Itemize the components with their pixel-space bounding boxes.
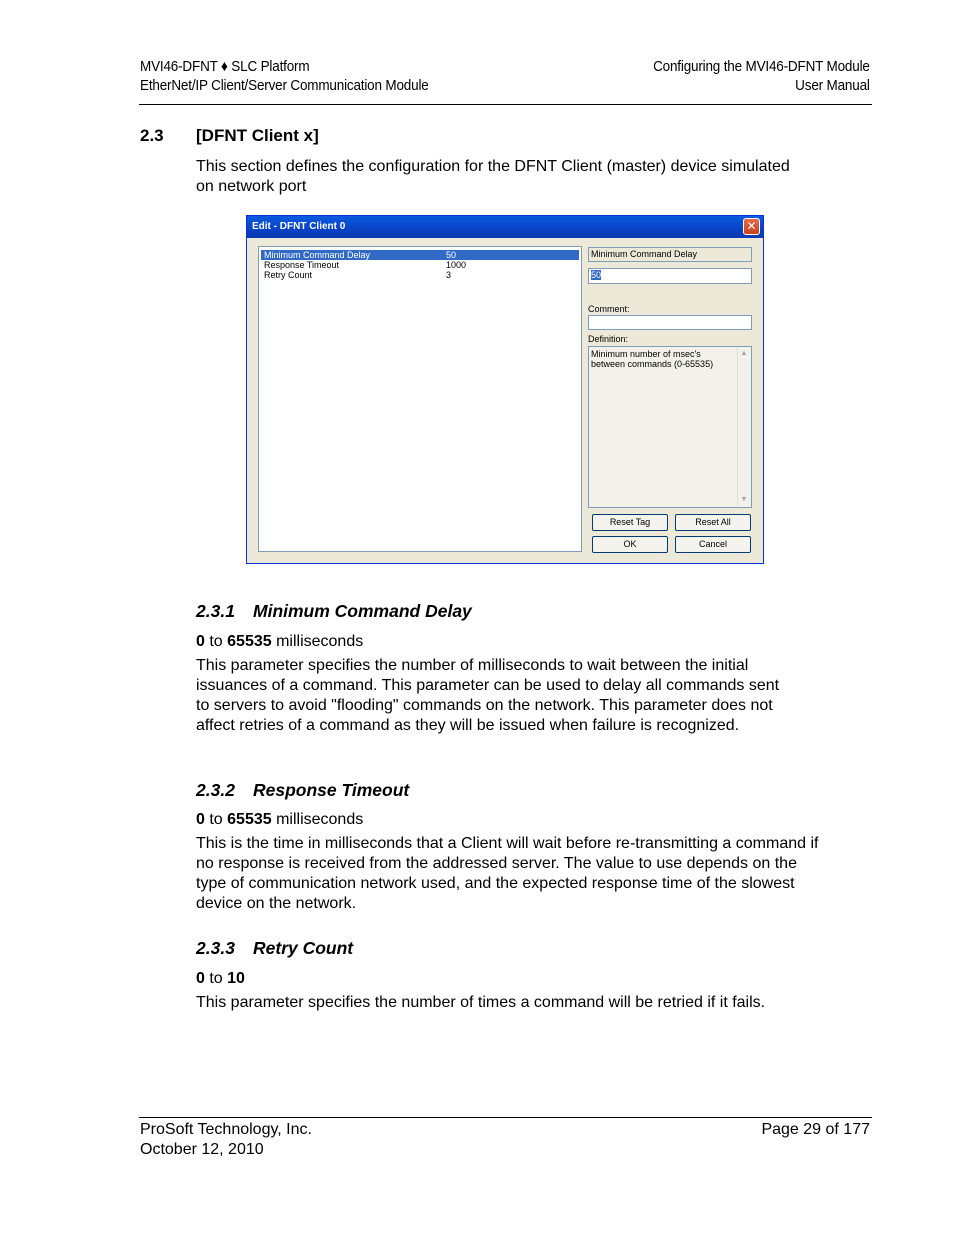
reset-all-button[interactable]: Reset All [675,514,751,531]
header-chapter: Configuring the MVI46-DFNT Module [653,58,870,75]
page-number: Page 29 of 177 [761,1121,870,1138]
definition-scrollbar[interactable] [737,348,750,506]
body-1: This parameter specifies the number of milliseconds to wait between the initial issuances of a command. This parameter can be used to delay all commands sent to servers to avoid "flooding" commands on the network. This parameter does not affect retries of a command as they will be issued when failure is recognized. [196,657,780,734]
header-manual: User Manual [795,77,870,94]
comment-label: Comment: [588,304,630,314]
edit-dialog [246,215,764,564]
ok-button[interactable]: OK [592,536,668,553]
definition-label: Definition: [588,334,629,344]
list-item[interactable]: Minimum Command Delay 50 [261,250,579,260]
parameter-list[interactable] [258,246,582,552]
definition-box [588,346,752,508]
reset-tag-button[interactable]: Reset Tag [592,514,668,531]
body-2: This is the time in milliseconds that a Client will wait before re-transmitting a command if no response is received from the addressed server. The value to use depends on the type of communication network used, and the expected response time of the slowest device on the network. [196,835,819,912]
body-3: This parameter specifies the number of times a command will be retried if it fails. [196,994,766,1011]
section-intro: This section defines the configuration for the DFNT Client (master) device simulated on network port [196,158,790,195]
param-name-display: Minimum Command Delay [588,247,752,262]
footer-rule [139,1117,872,1118]
subsection-heading-1: 2.3.1 Minimum Command Delay [196,601,472,621]
footer-left [140,1120,312,1160]
footer-date: October 12, 2010 [140,1141,264,1158]
header-product: MVI46-DFNT ♦ SLC Platform [140,58,310,75]
comment-input[interactable] [588,315,752,330]
range-1: 0 to 65535 milliseconds [196,633,364,650]
header-left [140,57,429,95]
header-right [653,57,870,95]
subsection-heading-2: 2.3.2 Response Timeout [196,780,410,800]
param-value-input[interactable]: 50 [588,268,752,284]
subsection-heading-3: 2.3.3 Retry Count [196,938,354,958]
range-2: 0 to 65535 milliseconds [196,811,364,828]
list-item[interactable]: Retry Count 3 [264,270,452,280]
list-item[interactable]: Response Timeout 1000 [264,260,467,270]
cancel-button[interactable]: Cancel [675,536,751,553]
footer-company: ProSoft Technology, Inc. [140,1121,312,1138]
range-3: 0 to 10 [196,970,245,987]
section-title: [DFNT Client x] [196,126,319,145]
definition-text: Minimum number of msec's between commands (0-65535) [591,349,714,369]
close-icon[interactable]: ✕ [743,218,760,235]
header-module: EtherNet/IP Client/Server Communication Module [140,77,429,94]
dialog-title: Edit - DFNT Client 0 [247,216,763,238]
header-rule [139,104,872,105]
scroll-up-icon[interactable]: ▲ [740,350,748,357]
scroll-down-icon[interactable]: ▼ [740,496,748,503]
section-number: 2.3 [140,126,164,145]
